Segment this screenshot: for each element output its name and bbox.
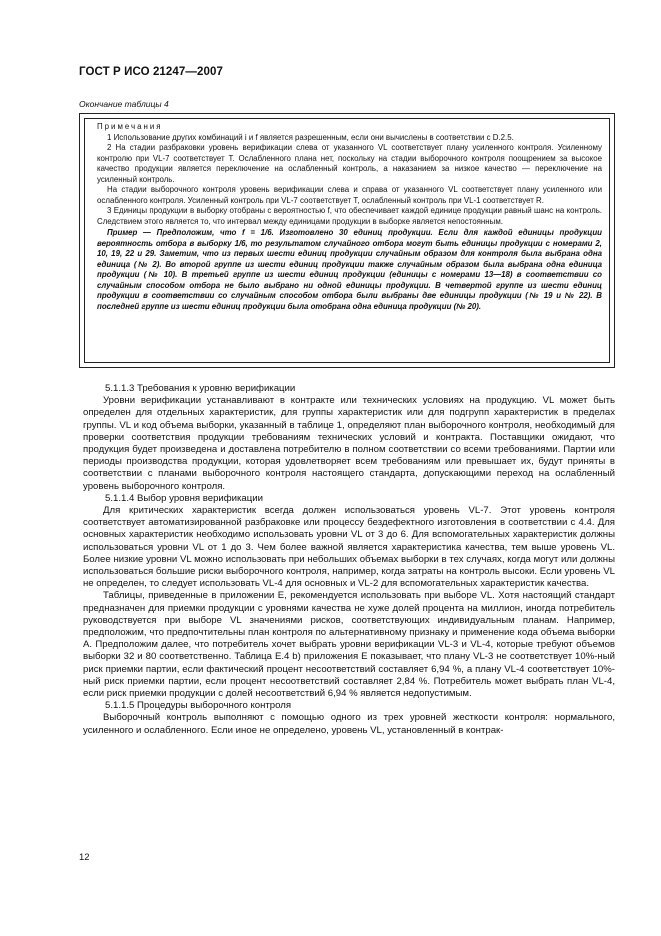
note-item: 3 Единицы продукции в выборку отобраны с вероятностью f, что обеспечивает каждой единице продукции равный шанс на контроль. Следствием этого является то, что интервал между единицами продукции в выборке является непостоянным.	[97, 206, 602, 226]
main-body	[83, 383, 615, 737]
note-item: На стадии выборочного контроля уровень верификации слева и справа от указанного VL соответствует плану усиленного или ослабленного контроля. Усиленный контроль при VL-7 соответствует T, ослабленный контроль при VL-1 соответствует R.	[97, 185, 602, 205]
body-paragraph: Таблицы, приведенные в приложении E, рекомендуется использовать при выборе VL. Хотя настоящий стандарт предназначен для приемки продукции с уровнями качества не хуже долей процента на миллион, иногда потребитель руководствуется при выборе VL значениями рисков, соответствующих индивидуальным планам. Например, предположим, что предпочтительны план контроля по альтернативному признаку и применение кода объема выборки A. Предположим далее, что потребитель хочет выбрать уровни верификации VL-3 и VL-4, которые требуют объемов выборки 32 и 80 соответственно. Таблица E.4 b) приложения E показывает, что плану VL-3 не соответствует 10%-ный риск приемки партии, если фактический процент несоответствий составляет 6,94 %, а плану VL-4 соответствует 10%-ный риск приемки партии, если процент несоответствий составляет 2,84 %. Потребитель может выбрать план VL-4, если риск приемки продукции с долей несоответствий 6,94 % является недопустимым.	[83, 590, 615, 700]
note-item: 2 На стадии разбраковки уровень верификации слева от указанного VL соответствует плану усиленного контроля. Усиленному контролю при VL-7 соответствует T. Ослабленного плана нет, поскольку на стадии выборочного контроля поощрением за высокое качество продукции является переключение на ослабленный контроль, а наказанием за низкое качество — переключение на усиленный контроль.	[97, 143, 602, 184]
body-paragraph: Для критических характеристик всегда должен использоваться уровень VL-7. Этот уровень контроля соответствует автоматизированной разбраковке или процессу бездефектного изготовления в соответствии с 4.4. Для основных характеристик необходимо использовать уровни VL от 3 до 6. Для вспомогательных характеристик должны использоваться уровни VL от 1 до 3. Чем более важной является характеристика качества, тем выше уровень VL. Более низкие уровни VL можно использовать при небольших объемах выборки в тех случаях, когда могут или должны использоваться большие риски выборочного контроля, например, когда затраты на контроль высоки. Если уровень VL не определен, то следует использовать VL-4 для основных и VL-2 для вспомогательных характеристик качества.	[83, 505, 615, 590]
table-notes-inner	[84, 118, 610, 363]
note-item: 1 Использование других комбинаций i и f является разрешенным, если они вычислены в соответствии с D.2.5.	[107, 132, 514, 142]
table-caption: Окончание таблицы 4	[79, 99, 169, 109]
page-number: 12	[79, 852, 90, 863]
body-paragraph: Выборочный контроль выполняют с помощью одного из трех уровней жесткости контроля: нормального, усиленного и ослабленного. Если иное не определено, уровень VL, установленный в контрак-	[83, 712, 615, 736]
section-heading: 5.1.1.5 Процедуры выборочного контроля	[105, 700, 292, 712]
body-paragraph: Уровни верификации устанавливают в контракте или технических условиях на продукцию. VL может быть определен для отдельных характеристик, для группы характеристик или для подгрупп характеристик в пределах группы. VL и код объема выборки, указанный в таблице 1, определяют план выборочного контроля, необходимый для проверки соответствия продукции требованиям технических условий и контракта. Поставщики ожидают, что продукция будет произведена и доставлена потребителю в полном соответствии со всеми требованиями. Партии или периоды производства продукции, которая удовлетворяет всем требованиям или превышает их, будут приняты в соответствии с планами выборочного контроля настоящего стандарта, допускающими переход на ослабленный уровень выборочного контроля.	[83, 395, 615, 492]
section-heading: 5.1.1.4 Выбор уровня верификации	[105, 492, 263, 504]
notes-heading: Примечания	[97, 122, 163, 131]
document-header: ГОСТ Р ИСО 21247—2007	[79, 66, 224, 78]
note-example: Пример — Предположим, что f = 1/6. Изготовлено 30 единиц продукции. Если для каждой единицы продукции вероятность отбора в выборку 1/6, то результатом случайного отбора могут быть единицы продукции с номерами 2, 10, 19, 22 и 29. Заметим, что из первых шести единиц продукции случайным образом для контроля была выбрана одна единица (№ 2). Во второй группе из шести единиц продукции также случайным образом была выбрана одна единица продукции (№ 10). В третьей группе из шести единиц продукции (единицы с номерами 13—18) в соответствии со случайным способом отбора не было выбрано ни одной единицы продукции. В четвертой группе из шести единиц продукции в соответствии со случайным способом отбора были выбраны две единицы продукции (№ 19 и № 22). В последней группе из шести единиц продукции была отобрана одна единица продукции (№ 20).	[97, 228, 602, 311]
table-notes-box	[79, 113, 615, 368]
section-heading: 5.1.1.3 Требования к уровню верификации	[105, 383, 296, 394]
